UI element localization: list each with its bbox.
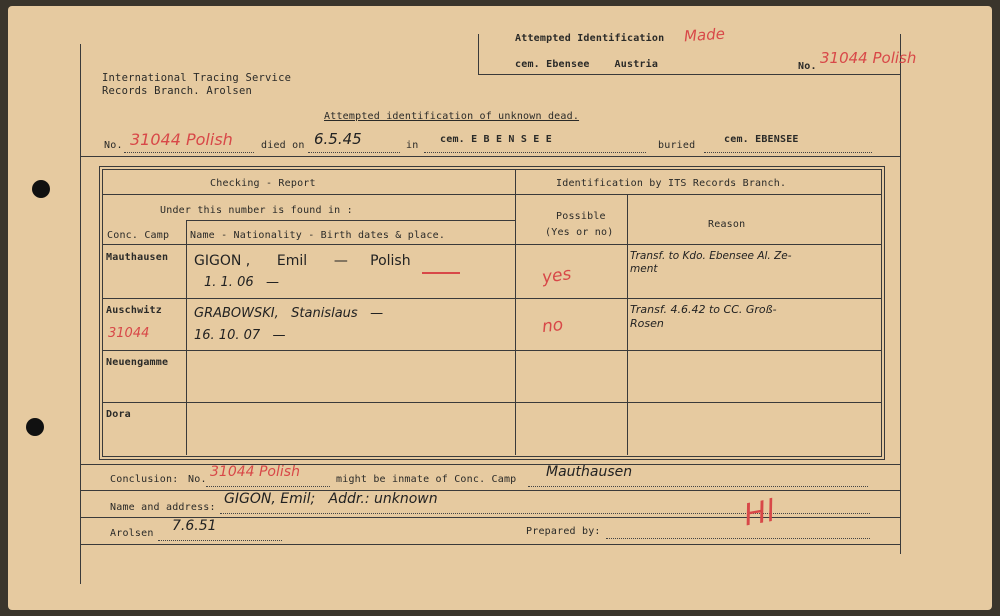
record-underline — [80, 156, 900, 157]
conclusion-top-line — [80, 464, 900, 465]
org-line-2: Records Branch. Arolsen — [102, 85, 252, 97]
footer-date: 7.6.51 — [172, 518, 217, 534]
under-number-header: Under this number is found in : — [160, 205, 353, 216]
header-no-value: 31044 Polish — [820, 49, 917, 67]
footer-place: Arolsen — [110, 528, 154, 539]
footer-date-dots — [158, 540, 282, 541]
row-name-line1: GRABOWSKI, Stanislaus — — [194, 306, 384, 321]
buried-dots — [704, 152, 872, 153]
binder-hole-bottom — [26, 418, 44, 436]
identification-header: Identification by ITS Records Branch. — [556, 178, 787, 189]
row-camp: Auschwitz — [106, 305, 162, 316]
row-name-line1: GIGON , Emil — Polish — [194, 253, 411, 269]
row-possible: no — [541, 314, 565, 338]
attempted-identification-label: Attempted Identification — [515, 33, 665, 44]
conclusion-no-dots — [206, 486, 330, 487]
conclusion-no-value: 31044 Polish — [210, 464, 300, 480]
died-on-label: died on — [261, 140, 305, 151]
conclusion-camp-dots — [528, 486, 868, 487]
record-no-label: No. — [104, 140, 123, 151]
col-reason-header: Reason — [708, 219, 746, 230]
right-frame-line — [900, 34, 901, 554]
buried-label: buried — [658, 140, 696, 151]
prepared-by-label: Prepared by: — [526, 526, 601, 537]
row-camp: Neuengamme — [106, 357, 169, 368]
row-camp: Dora — [106, 409, 131, 420]
row-name-line2: 1. 1. 06 — — [204, 275, 280, 290]
in-value: cem. E B E N S E E — [440, 134, 552, 145]
name-address-top-line — [80, 490, 900, 491]
row-reason-line2: Rosen — [630, 317, 664, 330]
in-dots — [424, 152, 646, 153]
binder-hole-top — [32, 180, 50, 198]
buried-value: cem. EBENSEE — [724, 134, 799, 145]
row-reason-line1: Transf. to Kdo. Ebensee Al. Ze- — [630, 250, 792, 262]
died-on-dots — [308, 152, 400, 153]
row-camp-note: 31044 — [108, 326, 150, 341]
polish-underline — [422, 272, 460, 274]
record-no-value: 31044 Polish — [130, 130, 233, 149]
org-line-1: International Tracing Service — [102, 72, 292, 84]
row-reason-line2: ment — [630, 263, 658, 275]
name-address-value: GIGON, Emil; Addr.: unknown — [224, 491, 438, 507]
col-name-header: Name - Nationality - Birth dates & place. — [190, 230, 446, 241]
footer-bottom-line — [80, 544, 900, 545]
col-possible-sub-header: (Yes or no) — [545, 227, 614, 238]
header-no-label: No. — [798, 61, 817, 72]
in-label: in — [406, 140, 419, 151]
checking-report-header: Checking - Report — [210, 178, 316, 189]
row-possible: yes — [540, 264, 573, 288]
header-box-left — [478, 34, 479, 74]
died-on-value: 6.5.45 — [314, 130, 362, 148]
conclusion-no-label: No. — [188, 474, 207, 485]
its-identification-card — [8, 6, 992, 610]
left-frame-line — [80, 44, 81, 584]
col-camp-header: Conc. Camp — [107, 230, 170, 241]
conclusion-camp-value: Mauthausen — [546, 464, 633, 480]
row-name-line2: 16. 10. 07 — — [194, 328, 286, 343]
header-cemetery-line: cem. Ebensee Austria — [515, 59, 659, 70]
conclusion-label: Conclusion: — [110, 474, 179, 485]
row-camp: Mauthausen — [106, 252, 169, 263]
record-no-dots — [124, 152, 254, 153]
header-box-bottom — [478, 74, 901, 75]
conclusion-text: might be inmate of Conc. Camp — [336, 474, 517, 485]
prepared-by-dots — [606, 538, 870, 539]
form-title: Attempted identification of unknown dead. — [324, 111, 580, 122]
row-reason-line1: Transf. 4.6.42 to CC. Groß- — [630, 303, 777, 316]
signature: Hl — [741, 493, 778, 534]
col-possible-header: Possible — [556, 211, 606, 222]
attempted-identification-value: Made — [683, 24, 726, 46]
name-address-label: Name and address: — [110, 502, 216, 513]
